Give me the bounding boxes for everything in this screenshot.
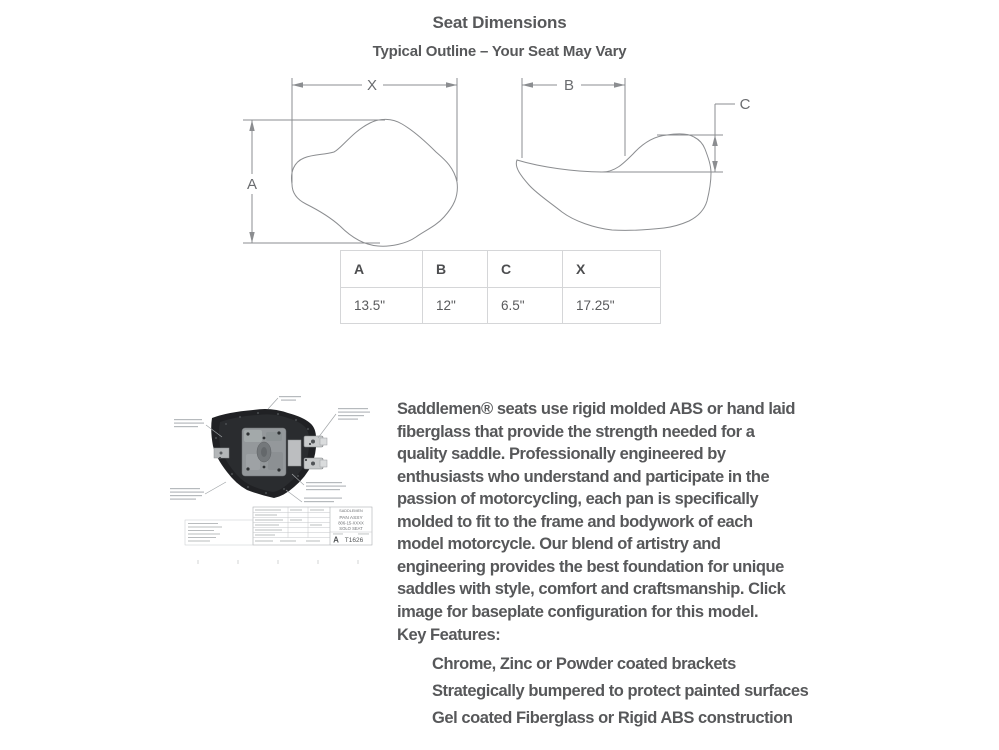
table-header-x: X [563,251,661,288]
dim-label-x: X [366,77,378,94]
dim-label-c: C [739,96,751,113]
key-feature-item: Chrome, Zinc or Powder coated brackets [432,655,736,673]
dim-label-b: B [563,77,575,94]
key-features-list [432,653,808,734]
notes-block [185,520,253,545]
title-block-company: SADDLEMEN [339,509,363,513]
seat-top-outline [292,119,458,246]
title-block-drawing-number: T1626 [344,537,364,544]
description-paragraph: Saddlemen® seats use rigid molded ABS or hand laid fiberglass that provide the strength needed for a quality saddle. Professionally engineered by enthusiasts who understand and participate in the passion of motorcycling, each pan is specifically molded to fit to the frame and bodywork of each model motorcycle. Our blend of artistry and engineering provides the best foundation for unique saddles with style, comfort and craftsmanship. Click image for baseplate configuration for this model. [397,400,795,621]
table-header-c: C [488,251,563,288]
table-value-x: 17.25" [563,288,661,324]
title-block-part-number: 806-15-XXXX [338,520,364,526]
sheet-edge-ticks [198,560,358,564]
title-block [253,507,372,545]
seat-side-outline [516,134,711,230]
title-block-seat-type: SOLO SEAT [339,526,363,531]
page-subtitle: Typical Outline – Your Seat May Vary [372,43,627,60]
table-value-row [341,288,661,324]
table-value-a: 13.5" [341,288,423,324]
baseplate-drawing-sheet [168,392,378,577]
table-value-b: 12" [423,288,488,324]
key-features-heading: Key Features: [397,626,501,644]
table-value-c: 6.5" [488,288,563,324]
key-feature-item: Strategically bumpered to protect painted surfaces [432,682,809,700]
top-view-drawing [243,78,457,246]
table-header-row [341,251,661,288]
title-block-part-name: PAN ASSY [339,516,363,521]
key-feature-item: Gel coated Fiberglass or Rigid ABS construction [432,709,793,727]
chrome-bracket-upper [304,436,327,447]
dimensions-table [340,250,661,324]
seat-dimension-drawings [230,70,770,260]
dim-label-a: A [246,176,258,193]
page-title: Seat Dimensions [432,13,567,32]
title-block-revision: A [333,535,339,545]
table-header-a: A [341,251,423,288]
baseplate-configuration-image[interactable] [168,392,378,577]
seat-pan-photo [211,409,327,498]
chrome-bracket-lower [304,458,327,469]
table-header-b: B [423,251,488,288]
side-view-drawing [516,78,735,230]
